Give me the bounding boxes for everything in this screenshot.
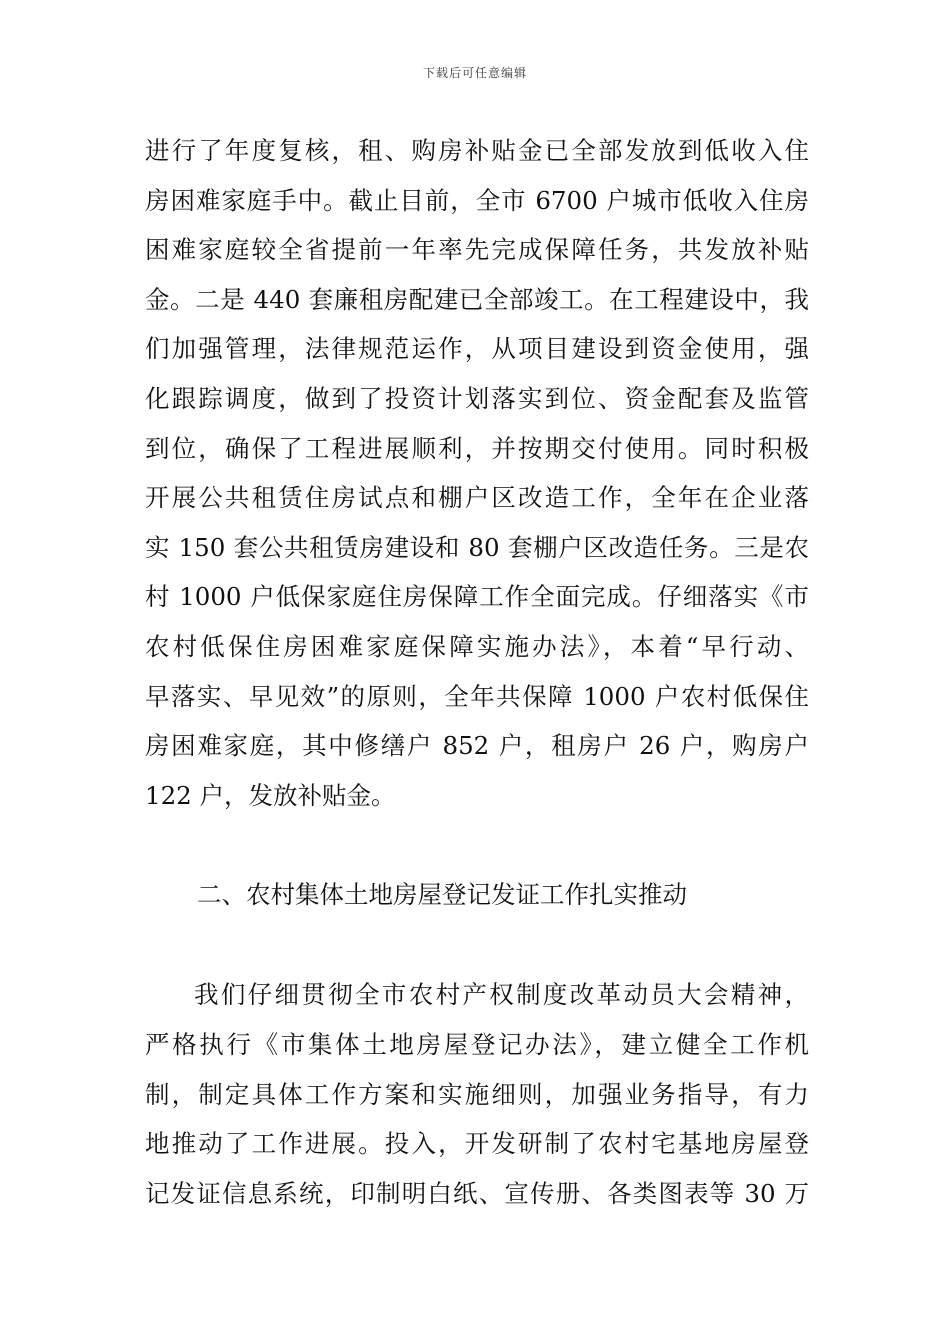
paragraph-spacer bbox=[145, 920, 809, 970]
text-line: 农村低保住房困难家庭保障实施办法》，本着“早行动、 bbox=[145, 631, 809, 661]
text-line: 我们仔细贯彻全市农村产权制度改革动员大会精神， bbox=[194, 980, 809, 1010]
text-line: 困难家庭较全省提前一年率先完成保障任务，共发放补贴 bbox=[145, 235, 809, 265]
text-line: 地推动了工作进展。投入，开发研制了农村宅基地房屋登 bbox=[145, 1129, 809, 1159]
text-line: 开展公共租赁住房试点和棚户区改造工作，全年在企业落 bbox=[145, 483, 809, 513]
text-line: 房困难家庭手中。截止目前，全市 6700 户城市低收入住房 bbox=[145, 185, 809, 215]
page-header: 下载后可任意编辑 bbox=[422, 66, 527, 80]
section-heading: 二、农村集体土地房屋登记发证工作扎实推动 bbox=[197, 880, 687, 910]
text-line: 们加强管理，法律规范运作，从项目建设到资金使用，强 bbox=[145, 334, 809, 364]
text-line: 早落实、早见效”的原则，全年共保障 1000 户农村低保住 bbox=[145, 681, 809, 711]
text-line: 村 1000 户低保家庭住房保障工作全面完成。仔细落实《市 bbox=[145, 582, 809, 612]
text-line: 金。二是 440 套廉租房配建已全部竣工。在工程建设中，我 bbox=[145, 284, 809, 314]
text-line: 制，制定具体工作方案和实施细则，加强业务指导，有力 bbox=[145, 1079, 809, 1109]
text-line: 122 户，发放补贴金。 bbox=[145, 780, 396, 810]
paragraph-housing-security bbox=[145, 126, 809, 820]
text-line: 房困难家庭，其中修缮户 852 户，租房户 26 户，购房户 bbox=[145, 731, 809, 761]
text-line: 化跟踪调度，做到了投资计划落实到位、资金配套及监管 bbox=[145, 383, 809, 413]
text-line: 记发证信息系统，印制明白纸、宣传册、各类图表等 30 万 bbox=[145, 1178, 809, 1208]
text-line: 严格执行《市集体土地房屋登记办法》，建立健全工作机 bbox=[145, 1029, 809, 1059]
text-line: 进行了年度复核，租、购房补贴金已全部发放到低收入住 bbox=[145, 136, 809, 165]
text-line: 实 150 套公共租赁房建设和 80 套棚户区改造任务。三是农 bbox=[145, 532, 809, 562]
paragraph-land-registration bbox=[145, 970, 809, 1218]
text-line: 到位，确保了工程进展顺利，并按期交付使用。同时积极 bbox=[145, 433, 809, 463]
document-body bbox=[145, 126, 809, 1218]
paragraph-spacer bbox=[145, 820, 809, 870]
